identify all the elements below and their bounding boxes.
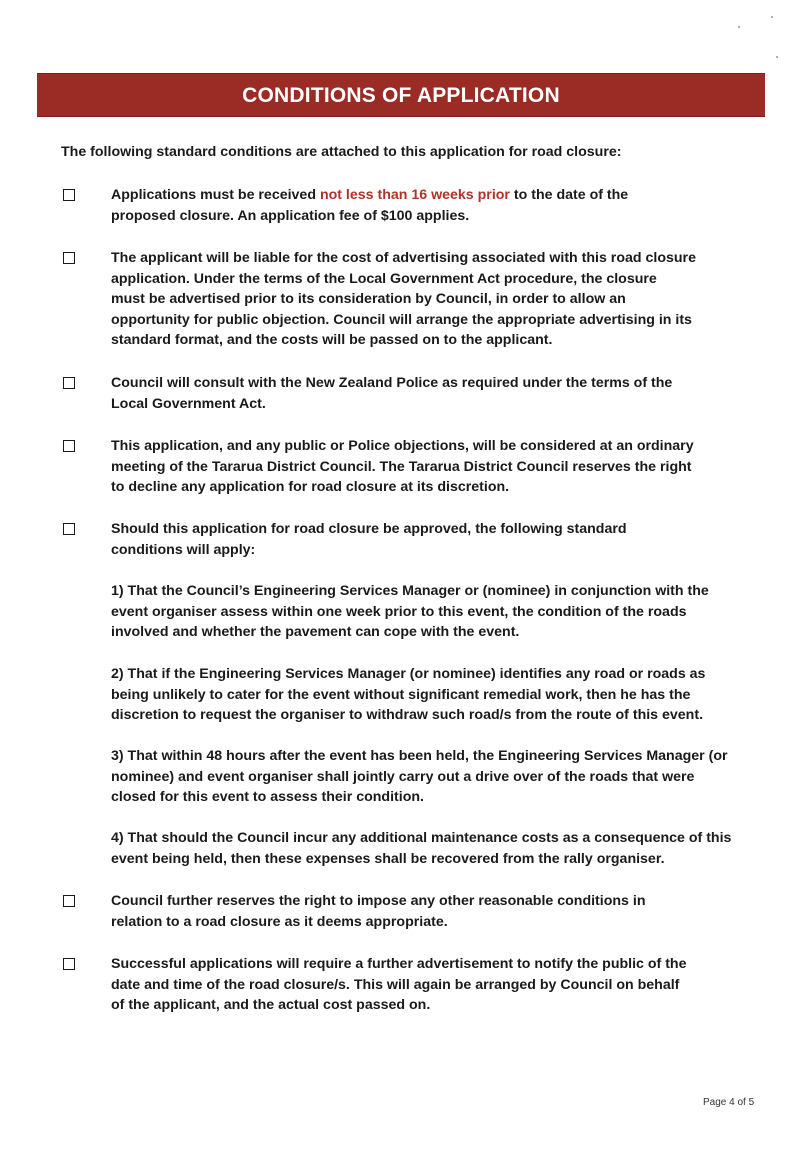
text-line [111,185,761,206]
text-line: standard format, and the costs will be passed on to the applicant. [111,332,553,348]
condition-checkbox[interactable] [63,440,75,452]
text-line: event organiser assess within one week prior to this event, the condition of the roads [111,603,687,620]
text-line: date and time of the road closure/s. This will again be arranged by Council on behalf [111,976,680,993]
condition-text [111,373,761,414]
condition-text [111,891,761,932]
sub-condition [111,746,761,808]
sub-condition [111,664,761,726]
text-line: Council further reserves the right to impose any other reasonable conditions in [111,893,646,909]
text-span: Applications must be received [111,187,320,203]
scan-speck [776,56,778,58]
condition-checkbox[interactable] [63,252,75,264]
text-line: 4) That should the Council incur any additional maintenance costs as a consequence of this [111,830,732,846]
text-line: The applicant will be liable for the cost of advertising associated with this road closure [111,250,696,266]
condition-checkbox[interactable] [63,523,75,535]
condition-text [111,436,761,498]
text-line: to decline any application for road closure at its discretion. [111,479,510,495]
scan-speck [771,16,773,18]
deadline-highlight: not less than 16 weeks prior [319,187,510,203]
condition-text [111,248,761,351]
text-line: event being held, then these expenses shall be recovered from the rally organiser. [111,850,665,867]
text-line: Should this application for road closure be approved, the following standard [111,521,627,537]
page-title: CONDITIONS OF APPLICATION [242,84,560,107]
condition-checkbox[interactable] [63,377,75,389]
text-span: to the date of the [509,187,629,203]
text-line: nominee) and event organiser shall jointly carry out a drive over of the roads that were [111,768,695,785]
text-line: involved and whether the pavement can cope with the event. [111,624,520,640]
text-line: closed for this event to assess their condition. [111,789,424,805]
text-line: proposed closure. An application fee of $100 applies. [111,207,470,224]
condition-text [111,519,761,560]
condition-text [111,954,761,1016]
text-line: application. Under the terms of the Local Government Act procedure, the closure [111,270,657,287]
title-banner [37,73,765,117]
condition-checkbox[interactable] [63,189,75,201]
text-line: Local Government Act. [111,395,266,412]
text-line: opportunity for public objection. Council will arrange the appropriate advertising in its [111,311,692,328]
text-line: relation to a road closure as it deems appropriate. [111,913,448,930]
text-line: 2) That if the Engineering Services Manager (or nominee) identifies any road or roads as [111,666,706,682]
text-line: 3) That within 48 hours after the event has been held, the Engineering Services Manager (or [111,748,728,764]
text-line: 1) That the Council’s Engineering Services Manager or (nominee) in conjunction with the [111,583,709,599]
text-line: being unlikely to cater for the event without significant remedial work, then he has the [111,686,691,703]
text-line: discretion to request the organiser to withdraw such road/s from the route of this event. [111,707,704,723]
text-line: meeting of the Tararua District Council. The Tararua District Council reserves the right [111,458,692,475]
intro-text: The following standard conditions are attached to this application for road closure: [61,144,622,160]
text-line: Successful applications will require a further advertisement to notify the public of the [111,956,687,972]
text-line: must be advertised prior to its consideration by Council, in order to allow an [111,291,626,307]
text-line: This application, and any public or Police objections, will be considered at an ordinary [111,438,694,454]
sub-condition [111,581,761,643]
condition-text [111,185,761,226]
page-number: Page 4 of 5 [703,1097,755,1108]
text-line: Council will consult with the New Zealand Police as required under the terms of the [111,375,673,391]
condition-checkbox[interactable] [63,958,75,970]
condition-checkbox[interactable] [63,895,75,907]
text-line: conditions will apply: [111,541,256,558]
scan-speck [738,26,740,28]
sub-condition [111,828,761,869]
text-line: of the applicant, and the actual cost passed on. [111,997,431,1013]
